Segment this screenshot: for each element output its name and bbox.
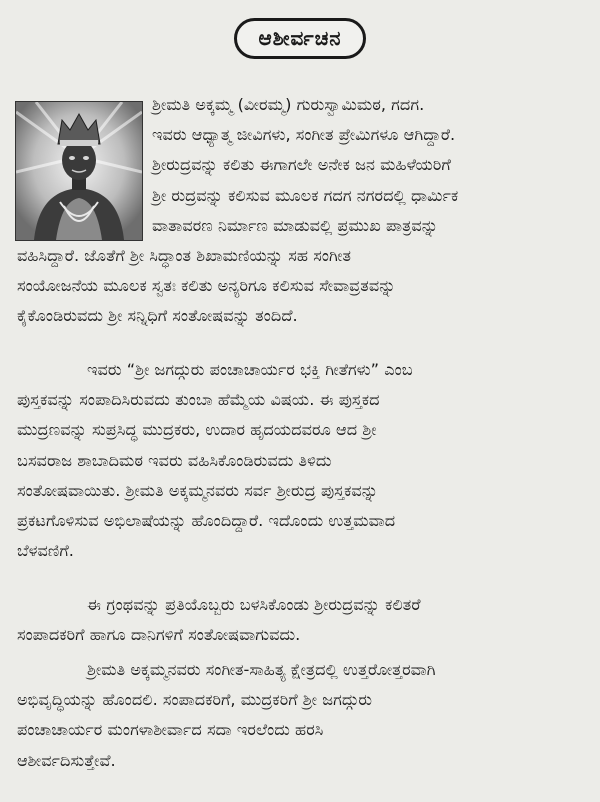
paragraph-line: ಶ್ರೀಮತಿ ಅಕ್ಕಮ್ಮ (ವೀರಮ್ಮ) ಗುರುಸ್ವಾಮಿಮಠ, ಗದಗ. [152, 95, 425, 114]
paragraph-line: ಶ್ರೀರುದ್ರವನ್ನು ಕಲಿತು ಈಗಾಗಲೇ ಅನೇಕ ಜನ ಮಹಿಳೆಯರಿಗೆ [152, 155, 451, 175]
paragraph-line: ಇವರು ಆಧ್ಯಾತ್ಮ ಜೀವಿಗಳು, ಸಂಗೀತ ಪ್ರೇಮಿಗಳೂ ಆಗಿದ್ದಾರೆ. [152, 125, 456, 145]
paragraph-line: ಶ್ರೀ ರುದ್ರವನ್ನು ಕಲಿಸುವ ಮೂಲಕ ಗದಗ ನಗರದಲ್ಲಿ ಧಾರ್ಮಿಕ [152, 185, 459, 205]
paragraph-line: ಆಶೀರ್ವದಿಸುತ್ತೇವೆ. [17, 750, 116, 770]
paragraph-line: ಪಂಚಾಚಾರ್ಯರ ಮಂಗಳಾಶೀರ್ವಾದ ಸದಾ ಇರಲೆಂದು ಹರಸಿ [17, 720, 324, 740]
title-container [0, 18, 600, 59]
paragraph-line: ವಾತಾವರಣ ನಿರ್ಮಾಣ ಮಾಡುವಲ್ಲಿ ಪ್ರಮುಖ ಪಾತ್ರವನ್ನು [152, 215, 439, 235]
paragraph-intro [17, 90, 582, 332]
paragraph-line: ಬೆಳವಣಿಗೆ. [17, 541, 74, 561]
paragraph-line: ಮುದ್ರಣವನ್ನು ಸುಪ್ರಸಿದ್ಧ ಮುದ್ರಕರು, ಉದಾರ ಹೃದಯದವರೂ ಆದ ಶ್ರೀ [17, 420, 377, 440]
paragraph-line: ಸಂಪಾದಕರಿಗೆ ಹಾಗೂ ದಾನಿಗಳಿಗೆ ಸಂತೋಷವಾಗುವದು. [17, 625, 301, 645]
paragraph-usage [17, 590, 582, 650]
page-title: ಆಶೀರ್ವಚನ [234, 18, 367, 59]
paragraph-blessing [17, 655, 582, 776]
paragraph-line: ಬಸವರಾಜ ಶಾಬಾದಿಮಠ ಇವರು ವಹಿಸಿಕೊಂಡಿರುವದು ತಿಳಿದು [17, 450, 332, 470]
paragraph-line: ಕೈಕೊಂಡಿರುವದು ಶ್ರೀ ಸನ್ನಿಧಿಗೆ ಸಂತೋಷವನ್ನು ತಂದಿದೆ. [17, 306, 298, 326]
paragraph-line: ಪುಸ್ತಕವನ್ನು ಸಂಪಾದಿಸಿರುವದು ತುಂಬಾ ಹೆಮ್ಮೆಯ ವಿಷಯ. ಈ ಪುಸ್ತಕದ [17, 390, 380, 410]
paragraph-line: ಇವರು “ಶ್ರೀ ಜಗದ್ಗುರು ಪಂಚಾಚಾರ್ಯರ ಭಕ್ತಿ ಗೀತೆಗಳು” ಎಂಬ [87, 360, 413, 379]
paragraph-line: ಈ ಗ್ರಂಥವನ್ನು ಪ್ರತಿಯೊಬ್ಬರು ಬಳಸಿಕೊಂಡು ಶ್ರೀರುದ್ರವನ್ನು ಕಲಿತರೆ [87, 595, 421, 614]
paragraph-line: ಸಂಯೋಜನೆಯ ಮೂಲಕ ಸ್ವತಃ ಕಲಿತು ಅನ್ಯರಿಗೂ ಕಲಿಸುವ ಸೇವಾವ್ರತವನ್ನು [17, 276, 396, 296]
paragraph-line: ವಹಿಸಿದ್ದಾರೆ. ಜೊತೆಗೆ ಶ್ರೀ ಸಿದ್ಧಾಂತ ಶಿಖಾಮಣಿಯನ್ನು ಸಹ ಸಂಗೀತ [17, 246, 352, 266]
paragraph-line: ಶ್ರೀಮತಿ ಅಕ್ಕಮ್ಮನವರು ಸಂಗೀತ-ಸಾಹಿತ್ಯ ಕ್ಷೇತ್ರದಲ್ಲಿ ಉತ್ತರೋತ್ತರವಾಗಿ [87, 660, 436, 679]
paragraph-book-publication [17, 355, 582, 566]
paragraph-line: ಪ್ರಕಟಗೊಳಿಸುವ ಅಭಿಲಾಷೆಯನ್ನು ಹೊಂದಿದ್ದಾರೆ. ಇದೊಂದು ಉತ್ತಮವಾದ [17, 511, 396, 531]
paragraph-line: ಅಭಿವೃದ್ಧಿಯನ್ನು ಹೊಂದಲಿ. ಸಂಪಾದಕರಿಗೆ, ಮುದ್ರಕರಿಗೆ ಶ್ರೀ ಜಗದ್ಗುರು [17, 690, 373, 710]
paragraph-line: ಸಂತೋಷವಾಯಿತು. ಶ್ರೀಮತಿ ಅಕ್ಕಮ್ಮನವರು ಸರ್ವ ಶ್ರೀರುದ್ರ ಪುಸ್ತಕವನ್ನು [17, 480, 379, 500]
